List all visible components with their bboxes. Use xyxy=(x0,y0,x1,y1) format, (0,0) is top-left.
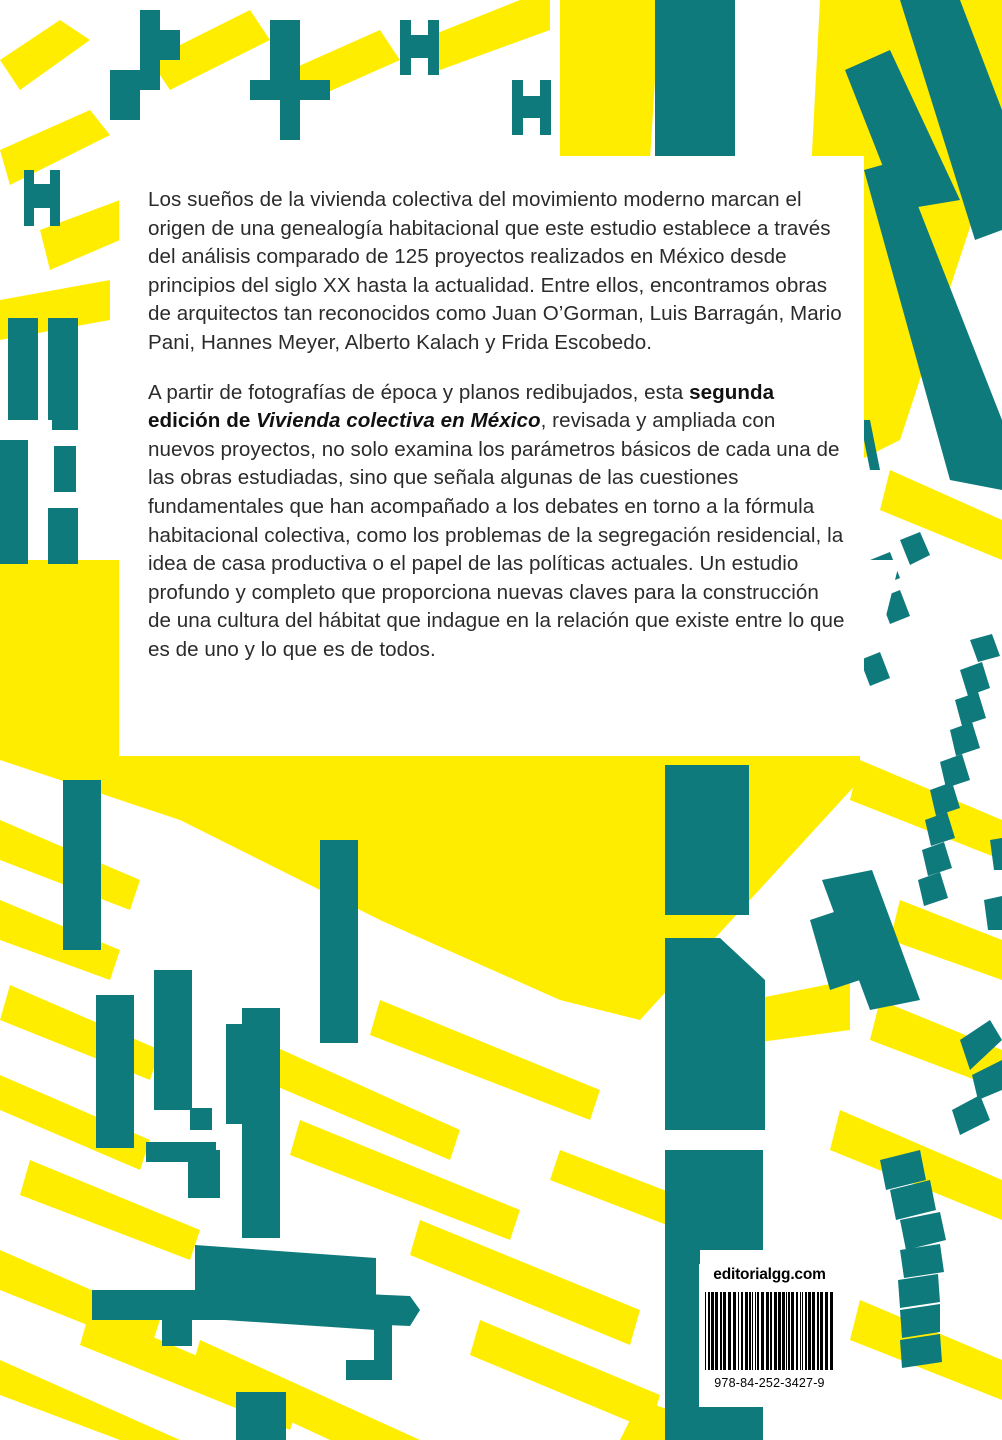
barcode-bar xyxy=(728,1292,731,1370)
barcode-bar xyxy=(782,1292,785,1370)
barcode-bar xyxy=(752,1292,753,1370)
barcode-bar xyxy=(788,1292,790,1370)
barcode-bar xyxy=(791,1292,794,1370)
barcode-bar xyxy=(800,1292,801,1370)
barcode-bar xyxy=(715,1292,718,1370)
barcode-bar xyxy=(708,1292,710,1370)
yellow-field-top-mid xyxy=(560,0,660,160)
blurb-paragraph-2-intro: A partir de fotografías de época y planos redibujados, esta xyxy=(148,380,690,404)
barcode-bar xyxy=(802,1292,803,1370)
barcode-bar xyxy=(774,1292,777,1370)
barcode-bar xyxy=(796,1292,798,1370)
barcode-bar xyxy=(766,1292,769,1370)
barcode-bar xyxy=(786,1292,787,1370)
barcode-bar xyxy=(720,1292,722,1370)
barcode-bar xyxy=(749,1292,751,1370)
publisher-website: editorialgg.com xyxy=(713,1266,826,1283)
barcode-bar xyxy=(778,1292,781,1370)
barcode-bar xyxy=(755,1292,756,1370)
barcode-bar xyxy=(820,1292,823,1370)
barcode-bar xyxy=(770,1292,772,1370)
barcode-bar xyxy=(705,1292,706,1370)
barcode-bar xyxy=(733,1292,736,1370)
barcode-bar xyxy=(825,1292,828,1370)
barcode-bar xyxy=(805,1292,807,1370)
blurb-paragraph-2-rest: , revisada y ampliada con nuevos proyectos, no solo examina los parámetros básicos de cada una de las obras estudiadas, sino que señala algunas de las cuestiones fundamentales que han acompañado a los debates en torno a la fórmula habitacional colectiva, como los problemas de la segregación residencial, la idea de casa productiva o el papel de las políticas actuales. Un estudio profundo y completo que proporciona nuevas claves para la construcción de una cultura del hábitat que indague en la relación que existe entre lo que es de uno y lo que es de todos. xyxy=(148,409,845,661)
isbn-number: 978-84-252-3427-9 xyxy=(714,1376,825,1390)
blurb-panel xyxy=(119,156,864,756)
barcode-bar xyxy=(817,1292,819,1370)
barcode-bar xyxy=(741,1292,743,1370)
barcode-bar xyxy=(757,1292,759,1370)
barcode-box xyxy=(699,1264,840,1407)
barcode-bar xyxy=(738,1292,739,1370)
book-title: Vivienda colectiva en México xyxy=(256,409,541,433)
blurb-paragraph-2 xyxy=(148,379,846,665)
isbn-barcode xyxy=(705,1292,833,1370)
barcode-bar xyxy=(723,1292,726,1370)
barcode-bar xyxy=(808,1292,811,1370)
blurb-edition-label: segunda edición de xyxy=(148,380,775,433)
barcode-bar xyxy=(812,1292,815,1370)
blurb-paragraph-1: Los sueños de la vivienda colectiva del movimiento moderno marcan el origen de una genealogía habitacional que este estudio establece a través del análisis comparado de 125 proyectos realizados en México desde principios del siglo XX hasta la actualidad. Entre ellos, encontramos obras de arquitectos tan reconocidos como Juan O’Gorman, Luis Barragán, Mario Pani, Hannes Meyer, Alberto Kalach y Frida Escobedo. xyxy=(148,188,842,354)
barcode-bar xyxy=(830,1292,833,1370)
barcode-bar xyxy=(761,1292,764,1370)
barcode-bar xyxy=(745,1292,748,1370)
barcode-bar xyxy=(711,1292,714,1370)
